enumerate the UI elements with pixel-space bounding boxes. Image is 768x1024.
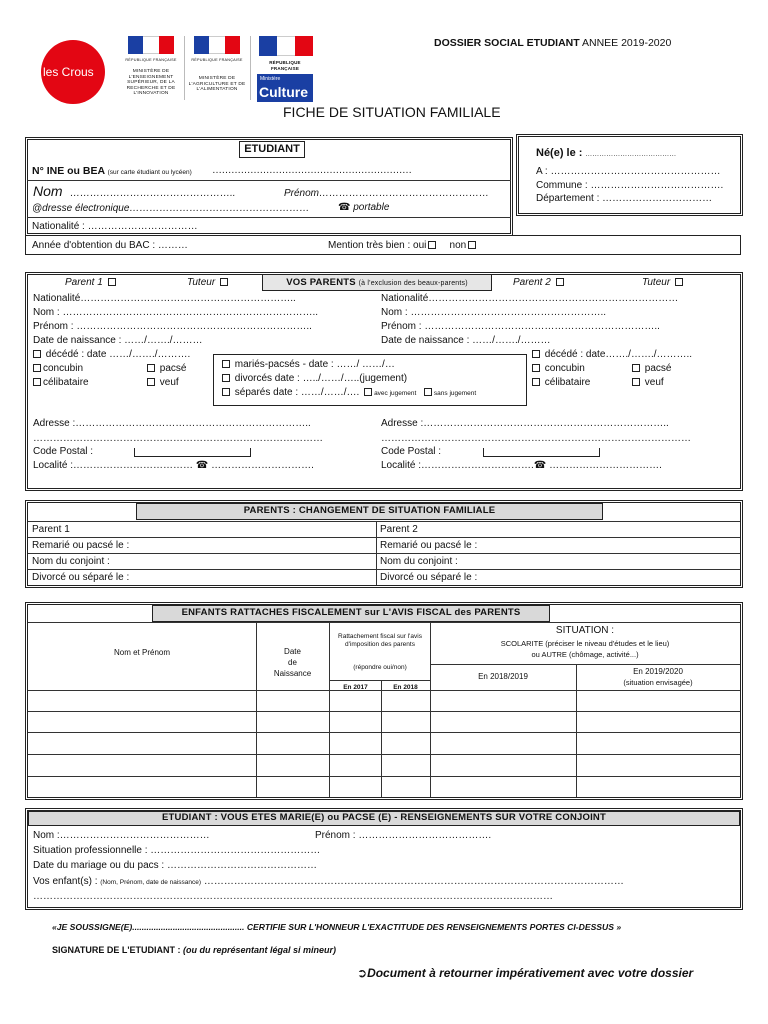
marianne-logo-2: RÉPUBLIQUE FRANÇAISE MINISTÈRE DE L'AGRICULTURE ET DE L'ALIMENTATION: [188, 36, 246, 98]
separes-option[interactable]: séparés date : ……/……/…. avec jugement sans jugement: [222, 387, 476, 400]
mention-field: Mention très bien : oui non: [328, 240, 478, 252]
ine-field[interactable]: ………………………………………………………: [212, 165, 412, 176]
col-2018-2019: En 2018/2019: [478, 672, 528, 681]
col-rattachement: Rattachement fiscal sur l'avis d'imposition des parents: [338, 633, 422, 648]
p2-celibataire[interactable]: célibataire: [532, 377, 590, 389]
mention-non-checkbox[interactable]: [468, 241, 476, 249]
divorces-option[interactable]: divorcés date : …../……/…..(jugement): [222, 373, 407, 385]
col-nom-prenom: Nom et Prénom: [113, 648, 171, 657]
enfants-title: ENFANTS RATTACHES FISCALEMENT sur L'AVIS FISCAL des PARENTS: [152, 605, 550, 622]
nom-field[interactable]: …………………………………………..: [70, 188, 236, 199]
portable-field[interactable]: ☎ portable: [338, 202, 390, 213]
marianne-logo-1: RÉPUBLIQUE FRANÇAISE MINISTÈRE DE L'ENSEIGNEMENT SUPÉRIEUR, DE LA RECHERCHE ET DE L'INNOVATION: [122, 36, 180, 98]
changement-title: PARENTS : CHANGEMENT DE SITUATION FAMILIALE: [136, 503, 603, 520]
marianne-logo-3: RÉPUBLIQUE FRANÇAISE: [253, 36, 311, 72]
conjoint-line[interactable]: …………………………………………………………………………………………………………………………………………: [33, 891, 553, 902]
arrow-icon: ➲: [357, 966, 368, 980]
p1-prenom[interactable]: Prénom : ……………………………………………………………..: [33, 321, 312, 332]
p1-concubin[interactable]: concubin: [33, 363, 83, 375]
p2-naissance[interactable]: Date de naissance : ……/……./………: [381, 335, 551, 346]
prenom-field[interactable]: Prénom……………………………………………: [284, 188, 490, 199]
conjoint-nom[interactable]: Nom :………………………………………: [33, 830, 210, 841]
parent2-checkbox-label[interactable]: Parent 2: [513, 277, 566, 289]
chg-r3-c1[interactable]: Divorcé ou séparé le :: [380, 572, 478, 583]
p2-pacse[interactable]: pacsé: [632, 363, 671, 375]
maries-option[interactable]: mariés-pacsés - date : ……/ ……/…: [222, 359, 395, 371]
phone-icon: ☎: [338, 202, 351, 213]
nationalite-field[interactable]: Nationalité : ……………………………: [32, 221, 198, 232]
p1-code-postal-field[interactable]: [134, 448, 251, 457]
phone-icon: ☎: [533, 460, 547, 471]
conjoint-prenom[interactable]: Prénom : ………………………………….: [315, 830, 492, 841]
p2-code-postal-field[interactable]: [483, 448, 600, 457]
tuteur2-checkbox-label[interactable]: Tuteur: [642, 277, 685, 289]
chg-r1-c1[interactable]: Remarié ou pacsé le :: [380, 540, 478, 551]
p1-nationalite[interactable]: Nationalité………………………………………………………..: [33, 293, 296, 304]
culture-logo: Ministère Culture: [257, 74, 313, 102]
ne-le-field[interactable]: Né(e) le : …………………………………: [536, 147, 677, 159]
col-situation: SITUATION :: [555, 625, 615, 636]
p2-code-postal-label: Code Postal :: [381, 446, 442, 457]
parent1-checkbox-label[interactable]: Parent 1: [65, 277, 118, 289]
retour-notice: ➲Document à retourner impérativement avec votre dossier: [357, 966, 694, 980]
attestation-text: «JE SOUSSIGNE(E)............................................... CERTIFIE SUR L'HONNEUR L'EXACTITUDE DES RENSEIGNEMENTS PORTES CI-DESSUS »: [52, 922, 622, 932]
tuteur1-checkbox-label[interactable]: Tuteur: [187, 277, 230, 289]
commune-field[interactable]: Commune : ………………………………….: [536, 180, 724, 191]
crous-logo: les Crous: [41, 40, 105, 104]
p1-decede[interactable]: décédé : date ……/……./……….: [33, 349, 190, 361]
p1-localite[interactable]: Localité :……………………………… ☎ ………………………….: [33, 460, 314, 471]
p1-naissance[interactable]: Date de naissance : ……/……./………: [33, 335, 203, 346]
form-title: FICHE DE SITUATION FAMILIALE: [283, 104, 501, 120]
departement-field[interactable]: Département : ……………………………: [536, 193, 713, 204]
col-en2017: En 2017: [343, 684, 368, 691]
p2-adresse[interactable]: Adresse :………………………………………………………………..: [381, 418, 669, 429]
chg-r3-c0[interactable]: Divorcé ou séparé le :: [32, 572, 130, 583]
chg-r1-c0[interactable]: Remarié ou pacsé le :: [32, 540, 130, 551]
email-field[interactable]: @dresse électronique………………………………………………: [32, 203, 310, 214]
p2-nationalite[interactable]: Nationalité…………………………………………………………………: [381, 293, 679, 304]
p2-decede[interactable]: décédé : date……./……./………..: [532, 349, 692, 361]
col-en2018: En 2018: [393, 684, 418, 691]
p2-concubin[interactable]: concubin: [532, 363, 585, 375]
p2-localite[interactable]: Localité :…………………………….☎ …………………………….: [381, 460, 662, 471]
bac-field[interactable]: Année d'obtention du BAC : ………: [32, 240, 188, 251]
p1-adresse-line[interactable]: ……………………………………………………………………………: [33, 433, 323, 444]
conjoint-situation[interactable]: Situation professionnelle : ……………………………………………: [33, 845, 321, 856]
nom-label: Nom: [33, 183, 63, 199]
p1-pacse[interactable]: pacsé: [147, 363, 186, 375]
ine-label: N° INE ou BEA (sur carte étudiant ou lycéen): [32, 165, 192, 177]
p2-prenom[interactable]: Prénom : ……………………………………………………………..: [381, 321, 660, 332]
p1-celibataire[interactable]: célibataire: [33, 377, 89, 389]
conjoint-title: ETUDIANT : VOUS ETES MARIE(E) ou PACSE (E) - RENSEIGNEMENTS SUR VOTRE CONJOINT: [28, 811, 740, 826]
phone-icon: ☎: [195, 460, 209, 471]
p1-adresse[interactable]: Adresse :……………………………………………………………..: [33, 418, 311, 429]
p1-code-postal-label: Code Postal :: [33, 446, 94, 457]
p2-adresse-line[interactable]: …………………………………………………………………………………: [381, 433, 691, 444]
chg-r2-c0[interactable]: Nom du conjoint :: [32, 556, 110, 567]
dossier-title: DOSSIER SOCIAL ETUDIANT ANNEE 2019-2020: [434, 37, 672, 49]
chg-r2-c1[interactable]: Nom du conjoint :: [380, 556, 458, 567]
conjoint-enfants[interactable]: Vos enfant(s) : (Nom, Prénom, date de naissance) ………………………………………………………………………………………………………………: [33, 876, 624, 887]
conjoint-date-mariage[interactable]: Date du mariage ou du pacs : ………………………………………: [33, 860, 317, 871]
mention-oui-checkbox[interactable]: [428, 241, 436, 249]
p1-nom[interactable]: Nom : …………………………………………………………………..: [33, 307, 319, 318]
lieu-field[interactable]: A : ……………………………………………: [536, 166, 721, 177]
chg-r0-c1: Parent 2: [380, 524, 418, 535]
parents-title: VOS PARENTS (à l'exclusion des beaux-parents): [262, 274, 492, 291]
p2-nom[interactable]: Nom : …………………………………………………..: [381, 307, 607, 318]
signature-label: SIGNATURE DE L'ETUDIANT : (ou du représentant légal si mineur): [52, 945, 337, 955]
chg-r0-c0: Parent 1: [32, 524, 70, 535]
col-date: Date: [284, 647, 301, 656]
p1-veuf[interactable]: veuf: [147, 377, 179, 389]
col-2019-2020: En 2019/2020: [633, 667, 683, 676]
p2-veuf[interactable]: veuf: [632, 377, 664, 389]
